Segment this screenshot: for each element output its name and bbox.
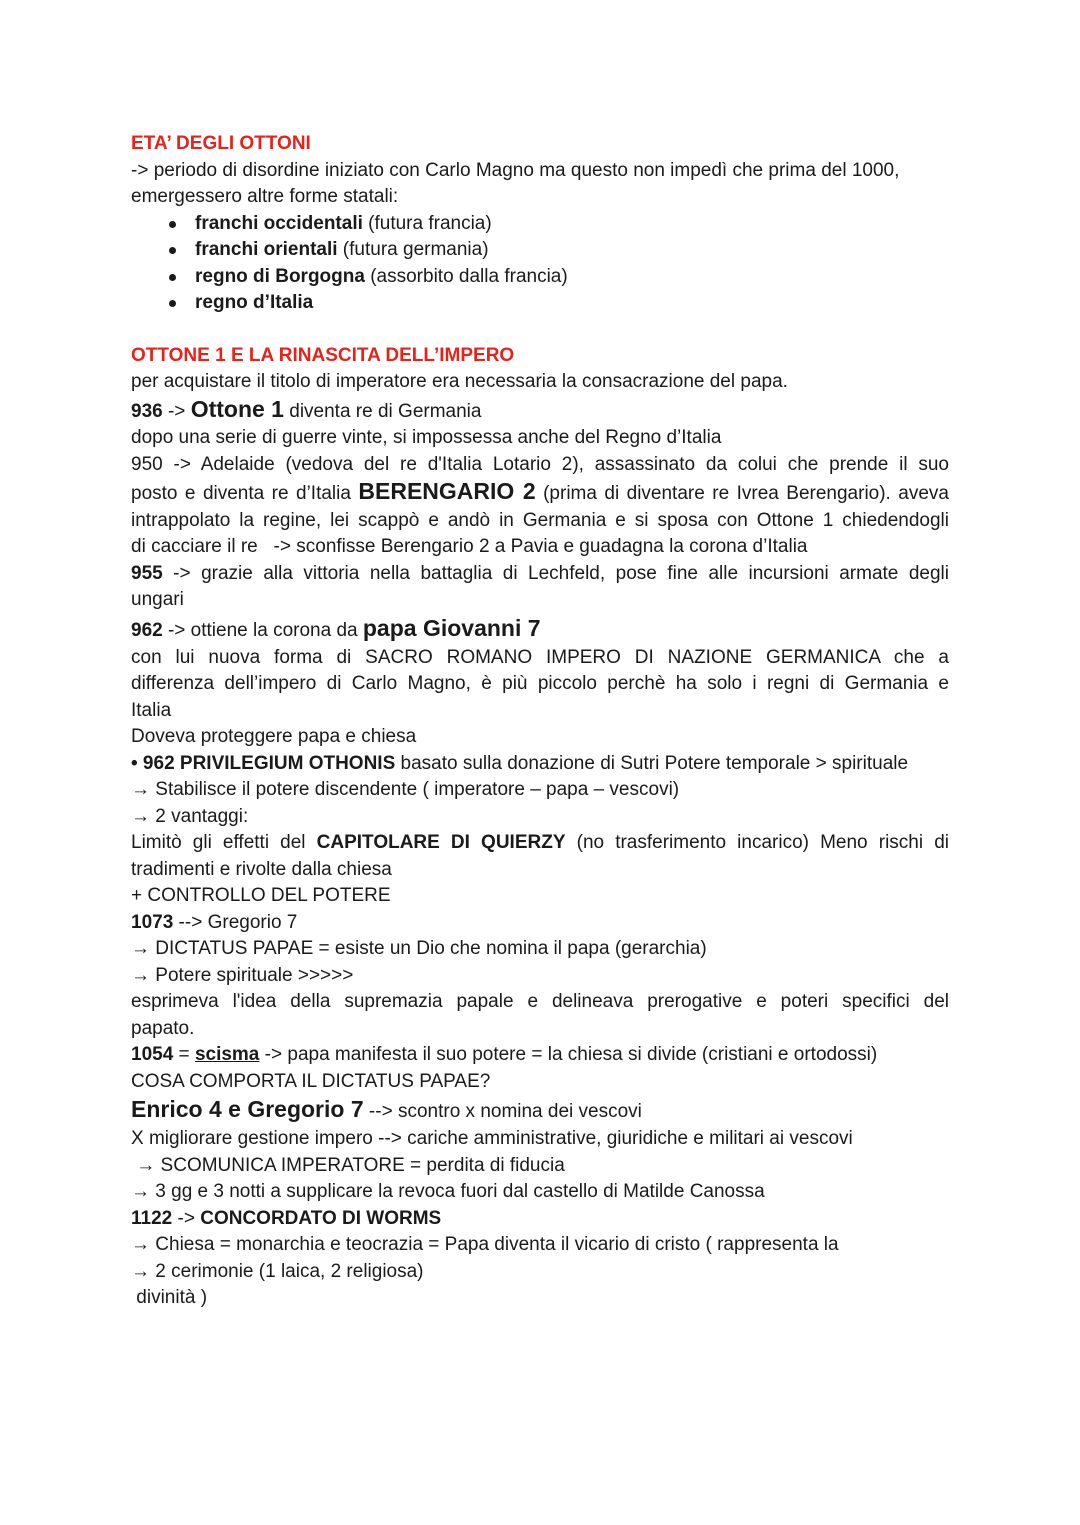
paragraph-line: differenza dell’impero di Carlo Magno, è più piccolo perchè ha solo i regni di Germania e: [131, 673, 949, 694]
paragraph-line: con lui nuova forma di SACRO ROMANO IMPERO DI NAZIONE GERMANICA che a: [131, 646, 949, 668]
paragraph-line: 950 -> Adelaide (vedova del re d'Italia Lotario 2), assassinato da colui che prende il suo: [131, 453, 949, 475]
paragraph-line: esprimeva l'idea della supremazia papale e delineava prerogative e poteri specifici del: [131, 991, 949, 1012]
paragraph-line: Limitò gli effetti del CAPITOLARE DI QUIERZY (no trasferimento incarico) Meno rischi di: [131, 832, 949, 853]
bullet-icon: [169, 274, 176, 281]
paragraph-line: COSA COMPORTA IL DICTATUS PAPAE?: [131, 1070, 491, 1092]
list-item: franchi occidentali (futura francia): [165, 211, 949, 238]
paragraph-line: → 3 gg e 3 notti a supplicare la revoca fuori dal castello di Matilde Canossa: [131, 1181, 765, 1202]
paragraph-line: Enrico 4 e Gregorio 7 --> scontro x nomina dei vescovi: [131, 1096, 642, 1122]
paragraph-line: Doveva proteggere papa e chiesa: [131, 726, 417, 747]
paragraph-line: + CONTROLLO DEL POTERE: [131, 885, 391, 906]
paragraph-line: → Chiesa = monarchia e teocrazia = Papa diventa il vicario di cristo ( rappresenta la: [131, 1234, 839, 1255]
paragraph-line: emergessero altre forme statali:: [131, 186, 399, 207]
paragraph-line: 1054 = scisma -> papa manifesta il suo potere = la chiesa si divide (cristiani e ortodossi): [131, 1044, 878, 1065]
paragraph-line: 936 -> Ottone 1 diventa re di Germania: [131, 395, 482, 422]
paragraph-line: X migliorare gestione impero --> cariche amministrative, giuridiche e militari ai vescovi: [131, 1128, 853, 1149]
list-item: franchi orientali (futura germania): [165, 237, 949, 264]
paragraph-line: → SCOMUNICA IMPERATORE = perdita di fiducia: [131, 1154, 565, 1176]
paragraph-line: -> periodo di disordine iniziato con Carlo Magno ma questo non impedì che prima del 1000,: [131, 159, 900, 181]
bullet-icon: [169, 221, 176, 228]
paragraph-line: di cacciare il re -> sconfisse Berengario 2 a Pavia e guadagna la corona d’Italia: [131, 536, 808, 557]
paragraph-line: dopo una serie di guerre vinte, si impossessa anche del Regno d’Italia: [131, 427, 722, 448]
states-list: [131, 211, 949, 317]
paragraph-line: → 2 cerimonie (1 laica, 2 religiosa): [131, 1260, 424, 1282]
paragraph-line: posto e diventa re d’Italia BERENGARIO 2 (prima di diventare re Ivrea Berengario). aveva: [131, 478, 949, 504]
paragraph-line: 955 -> grazie alla vittoria nella battaglia di Lechfeld, pose fine alle incursioni armate degli: [131, 562, 949, 584]
paragraph-line: per acquistare il titolo di imperatore era necessaria la consacrazione del papa.: [131, 371, 788, 392]
paragraph-line: Italia: [131, 699, 172, 721]
paragraph-line: intrappolato la regine, lei scappò e andò in Germania e si sposa con Ottone 1 chiedendogli: [131, 509, 949, 531]
paragraph-line: 1073 --> Gregorio 7: [131, 911, 298, 933]
spacer: [131, 317, 949, 343]
paragraph-line: • 962 PRIVILEGIUM OTHONIS basato sulla donazione di Sutri Potere temporale > spirituale: [131, 752, 909, 774]
paragraph-line: 1122 -> CONCORDATO DI WORMS: [131, 1207, 442, 1229]
paragraph-line: divinità ): [131, 1287, 208, 1308]
paragraph-line: 962 -> ottiene la corona da papa Giovanni 7: [131, 614, 541, 641]
paragraph-line: → DICTATUS PAPAE = esiste un Dio che nomina il papa (gerarchia): [131, 938, 707, 959]
section-title-eta-ottoni: ETA’ DEGLI OTTONI: [131, 133, 311, 154]
list-item: regno di Borgogna (assorbito dalla francia): [165, 264, 949, 291]
bullet-icon: [169, 247, 176, 254]
paragraph-line: → Potere spirituale >>>>>: [131, 964, 354, 986]
list-item: regno d’Italia: [165, 290, 949, 317]
paragraph-line: papato.: [131, 1017, 195, 1039]
paragraph-line: → 2 vantaggi:: [131, 805, 249, 827]
paragraph-line: → Stabilisce il potere discendente ( imperatore – papa – vescovi): [131, 779, 680, 800]
document-body: [131, 131, 949, 1312]
bullet-icon: [169, 300, 176, 307]
paragraph-line: ungari: [131, 589, 184, 610]
paragraph-line: tradimenti e rivolte dalla chiesa: [131, 858, 392, 880]
section-title-ottone: OTTONE 1 E LA RINASCITA DELL’IMPERO: [131, 344, 515, 366]
